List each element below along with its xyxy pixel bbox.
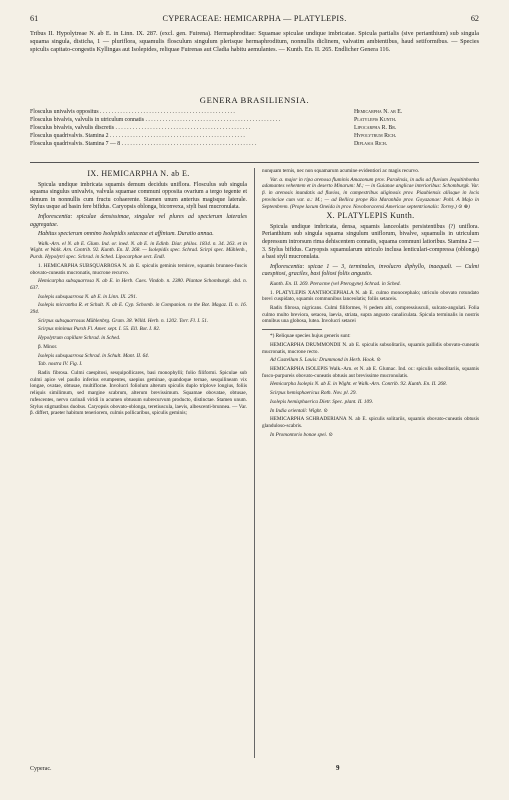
left-page-number: 61 bbox=[30, 14, 39, 23]
genera-row bbox=[30, 108, 479, 116]
footnote-line: Scirpus hemisphaericus Roth. Nov. pl. 29. bbox=[270, 390, 357, 397]
tribus-paragraph: Tribus II. Hypolytreae N. ab E. in Linn. IX. 287. (excl. gen. Fuirena). Hermaphroditae: Squamae spiculae undique imbricatae. Spicula partialis (sive perianthium) sub singula squama singula, disticha, 1 — pluriflora, squamulis flosculum singulum plerisque hermaphroditum, nonnullis diclinem, valvatim ambientibus, haud setiformibus. — Species spiculis capitato-congestis Kyllingas aut Isolepides, reliquae Fuirenas aut Cladia habitu aemulantes. — Kunth. En. II. 265. Endlicher Genera 116. bbox=[30, 30, 479, 54]
footnote-line: Ad Castellum S. Louis: Drummond in Herb. Hook. ⊙ bbox=[270, 357, 381, 364]
inflorescentia-text: Inflorescentia: spiculae densissimae, singulae vel plures ad specierum laterales aggregatae. bbox=[30, 213, 247, 228]
genera-key bbox=[30, 108, 479, 148]
genera-row-description: Flosculus bivalvis, valvulis in utriculum connatis . . . bbox=[30, 116, 348, 124]
genera-row-name: Hemicarpha N. ab E. bbox=[354, 109, 403, 115]
footer-signature: Cyperac. bbox=[30, 766, 52, 772]
genus-heading-hemicarpha: IX. HEMICARPHA N. ab E. bbox=[87, 169, 190, 178]
habitus-text: Habitus specierum omnino Isolepidis setaceae et affinium. Duratio annua. bbox=[38, 231, 214, 238]
synonym-line: Scirpus minimus Pursh Fl. Amer. sept. I. 55. Ell. Bot. I. 82. bbox=[38, 326, 161, 333]
footnote-line: HEMICARPHA DRUMMONDII N. ab E. spiculis subsolitariis, squamis pallidis obovato-cuneatis mucronatis, mucrone recto. bbox=[262, 341, 479, 355]
species-diagnosis: 1. HEMICARPHA SUBSQUARROSA N. ab E. spiculis geminis ternisve, squamis brunneo-fuscis obovato-cuneatis mucronatis, mucrone recurvo. bbox=[30, 262, 247, 276]
genera-row-description: Flosculus bivalvis, valvulis discretis . . . bbox=[30, 124, 348, 132]
genus-description: Spicula undique imbricata squamis demum deciduis uniflora. Flosculus sub singula squama singulus univalvis, valvula squamae communi opposita ovarium a tergo tegente et demum in nonnullis cum fructu cohaerente. Stamen unum anterius magisque laterale. Stylus usque ad basin fere bifidus. Caryopsis oblonga, biconvexa, styli basi mucronulata. bbox=[30, 181, 247, 211]
genera-row-description: Flosculus quadrivalvis. Stamina 7 — 8 . . . bbox=[30, 140, 348, 148]
localities-text: Var. α. major in ripa arenosa fluminis Amazonum prov. Paraënsis, in udis ad fluvium Jequitinhonha adamantes vehentem et in deserto Minarum: M.; — in Guianae anglicae interioribus: Schomburgk. Var. β. in arenosis inundatis ad fluvios, in campestribus uliginosis prov. Piauhiensis aliisque in locis provinciae cum var. α.: M.; — ad Bellica prope Rio Maranhão prov. Goyazanae: Pohl. A Majo in Septembrem. (Prope lacum Oneida in prov. Novoboracensi Americae septentrionalis: Torrey.) ⊙ ⊕) bbox=[262, 176, 479, 210]
genera-row bbox=[30, 140, 479, 148]
footnote-line: In Promontorio bonae spei. ⊙ bbox=[270, 431, 333, 438]
footnote-line: Isolepis hemisphaerica Dietr. Spec. plant. II. 109. bbox=[270, 398, 374, 405]
footnote-line: *) Reliquae species hujus generis sunt: bbox=[270, 333, 351, 340]
genera-row bbox=[30, 132, 479, 140]
genera-row-name: Hypolytrum Rich. bbox=[354, 133, 397, 139]
variety-label: β. Minor. bbox=[38, 343, 58, 350]
synonym-line: Hemicarpha subsquarrosa N. ab E. in Herb. Caes. Vindob. n. 2380. Plantae Schomburgk. sbd. n. 637. bbox=[30, 278, 247, 291]
genera-title: GENERA BRASILIENSIA. bbox=[199, 95, 310, 105]
plate-reference: Tab. nostra IV. Fig. I. bbox=[38, 361, 83, 368]
references-text: Walk.-Arn. el N. ab E. Glum. Ind. or. ined. N. ab E. in Edinb. Diar. philos. 1834. n. 34. 263. et in Wight. et Walk. Arn. Contrib. 92. Kunth. En. II. 268. — Isolepidis spec. Schrad. Scirpi spec. Mühlenb., Pursh. Hypolytri spec. Schrad. in Sched. Lipocarphae sect. Endl. bbox=[30, 240, 247, 261]
species-diagnosis: 1. PLATYLEPIS XANTHOCEPHALA N. ab E. culmo monocephalo; utriculo obovato rotundato brevi cuspidato, squamis communibus lanceolatis; foliis setaceis. bbox=[262, 289, 479, 303]
genera-row-name: Platylepis Kunth. bbox=[354, 117, 397, 123]
right-page-number: 62 bbox=[470, 14, 479, 23]
synonym-line: Scirpus subsquarrosus Mühlenbrg. Gram. 38. Willd. Herb. n. 1202. Torr. Fl. I. 51. bbox=[38, 317, 209, 324]
genera-row-name: Diplasia Rich. bbox=[354, 141, 388, 147]
footnote-line: HEMICARPHA ISOLEPIS Walk.-Arn. et N. ab E. Glumac. Ind. or.: spiculis subsolitariis, squamis fusco-purpureis obovato-cuneatis obtusis aut brevissime mucronulatis. bbox=[262, 366, 479, 379]
footnote-line: In India orientali: Wight. ⊙ bbox=[270, 407, 328, 414]
synonym-line: Isolepis subsquarrosa N. ab E. in Linn. IX. 291. bbox=[38, 293, 138, 300]
genera-row-description: Flosculus univalvis oppositus . . . bbox=[30, 108, 348, 116]
right-column bbox=[262, 168, 479, 440]
references-text: Kunth. En. II. 269. Pteracme (vel Pterogyne) Schrad. in Sched. bbox=[270, 280, 401, 287]
genera-row bbox=[30, 116, 479, 124]
species-description: Radix fibrosa, nigricans. Culmi filiformes, ½ pedem alti, compressiusculi, sulcato-angulati. Folia culmo multo breviora, setacea, laevia, striata, supra angusto canaliculata. Spicula terminalis in nostris omnibus una globosa, lutea. Involucri setacei bbox=[262, 305, 479, 325]
footnote-line: HEMICARPHA SCHRADERIANA N. ab E. spiculis solitariis, squamis obovato-cuneatis obtusis glanduloso-scabris. bbox=[262, 416, 479, 429]
sheet-signature-number: 9 bbox=[336, 764, 340, 772]
synonym-line: Isolepis subsquarrosa Schrad. in Schult. Mant. II. 64. bbox=[38, 352, 150, 359]
genus-heading-platylepis: X. PLATYLEPIS Kunth. bbox=[326, 211, 415, 221]
horizontal-divider bbox=[30, 162, 479, 163]
running-header bbox=[30, 14, 479, 26]
footnote-line: Hemicarpha Isolepis N. ab E. in Wight. et Walk.-Arn. Contrib. 92. Kunth. En. II. 268. bbox=[270, 381, 447, 388]
genera-row-name: Lipocarpha R. Br. bbox=[354, 125, 397, 131]
continued-text: nunquam ternis, nec non squamarum acumine evidentiori ac magis recurvo. bbox=[262, 168, 420, 174]
genera-row-description: Flosculus quadrivalvis. Stamina 2 . . . bbox=[30, 132, 348, 140]
species-description: Radix fibrosa. Culmi caespitosi, sesquipollicares, basi monophylli; folio filiformi. Spiculae sub culmi apice vel paullo inferius erumpentes, saepius geminae, quandoque ternae, sesquilineam vix longae, ovatae, obtusae, multiflorae. Involucri foliolum alterum spiculis duplo triplove longius, foliis reliquis similimum, sed margine scabrum, alterum brevissimum. Squamae obovatae, obtusae, rufescentes, nervo carinali viridi in acumen obtusum subrecurvum producto, distinctae. Stamen unum. Stylus stigmatibus duobus. Caryopsis obovato-oblonga, teretiuscula, laevis, albescenti-brunnea. — Var. β. differt, praeter habitum teneriorem, culmis pollicaribus, spiculis geminis; bbox=[30, 370, 247, 417]
synonym-line: Hypolytrum capillare Schrad. in Sched. bbox=[38, 335, 121, 342]
inflorescentia-text: Inflorescentia: spicae 1 — 3, terminales, involucro diphyllo, inaequali. — Culmi caespitosi, graciles, basi foliosi foliis angustis. bbox=[262, 263, 479, 278]
synonym-line: Isolepis micrantha R. et Schult. N. ab E. Cyp. Schomb. in Companion. to the Bot. Magaz. II. n. 16. 394. bbox=[30, 302, 247, 316]
genus-description: Spicula undique imbricata, densa, squamis lanceolatis persistentibus (?) uniflora. Perianthium sub singula squama singulum uniflorum, bivalve, squamulis in utriculum depressum introrsum rima dehiscentem connatis, squama communi latioribus. Stamina 2 — 3. Stylus bifidus. Caryopsis squamularum utriculo inclusa lenticulari-compressa (oblonga) a basi styli mucronulata. bbox=[262, 223, 479, 261]
column-divider bbox=[254, 168, 255, 758]
genera-row bbox=[30, 124, 479, 132]
footnote-divider bbox=[262, 329, 322, 330]
left-column bbox=[30, 168, 247, 419]
running-title: CYPERACEAE: HEMICARPHA — PLATYLEPIS. bbox=[162, 14, 347, 23]
